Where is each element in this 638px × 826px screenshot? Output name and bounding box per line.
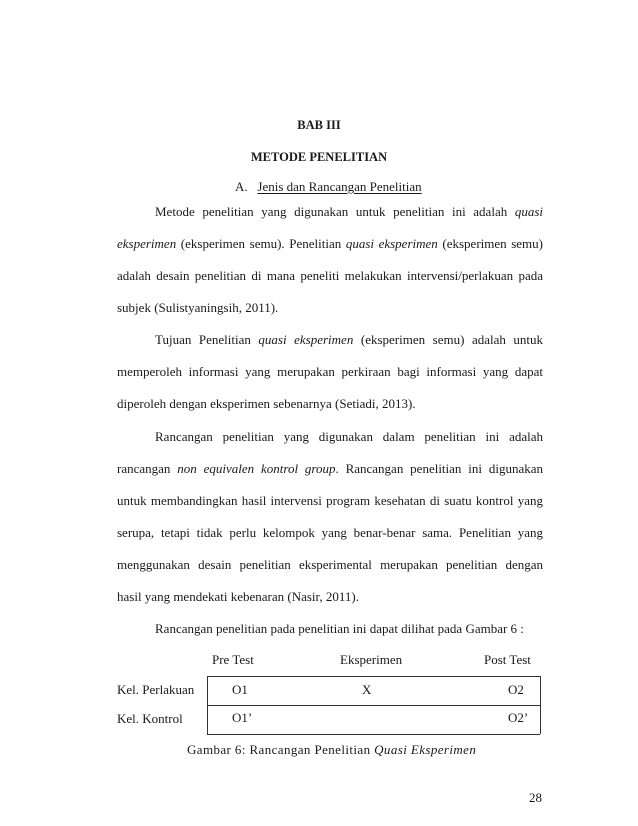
- table-middle-border: [207, 705, 540, 706]
- cell-perlakuan-exp: X: [362, 682, 372, 697]
- page-number: 28: [529, 790, 542, 805]
- paragraph-2-line-3: diperoleh dengan eksperimen sebenarnya (Setiadi, 2013).: [117, 396, 416, 411]
- italic-term: quasi eksperimen: [258, 332, 354, 347]
- paragraph-3-line-5: menggunakan desain penelitian eksperimental merupakan penelitian dengan: [117, 557, 543, 572]
- caption-text: Gambar 6: Rancangan Penelitian: [187, 742, 371, 757]
- table-bottom-border: [207, 734, 540, 735]
- paragraph-2-line-2: memperoleh informasi yang merupakan perkiraan bagi informasi yang dapat: [117, 364, 543, 379]
- cell-perlakuan-pre: O1: [232, 682, 248, 697]
- figure-caption: [187, 742, 476, 758]
- header-pre-test: Pre Test: [212, 652, 254, 667]
- paragraph-1-line-2: [117, 236, 543, 252]
- text: (eksperimen semu): [442, 236, 544, 251]
- text: Tujuan Penelitian: [155, 332, 251, 347]
- section-title: Jenis dan Rancangan Penelitian: [257, 179, 422, 194]
- chapter-title: METODE PENELITIAN: [250, 150, 388, 164]
- paragraph-4: Rancangan penelitian pada penelitian ini dapat dilihat pada Gambar 6 :: [155, 621, 524, 636]
- cell-kontrol-post: O2’: [508, 710, 529, 725]
- text: rancangan: [117, 461, 171, 476]
- caption-italic: Quasi Eksperimen: [374, 742, 477, 757]
- text: (eksperimen semu). Penelitian: [180, 236, 342, 251]
- italic-term: quasi eksperimen: [345, 236, 438, 251]
- paragraph-3-line-1: Rancangan penelitian yang digunakan dalam penelitian ini adalah: [155, 429, 543, 444]
- paragraph-1-line-3: adalah desain penelitian di mana peneliti melakukan intervensi/perlakuan pada: [117, 268, 543, 283]
- italic-term: non equivalen kontrol group: [177, 461, 336, 476]
- paragraph-2-line-1: [155, 332, 543, 348]
- table-right-border: [540, 676, 541, 734]
- paragraph-3-line-6: hasil yang mendekati kebenaran (Nasir, 2011).: [117, 589, 359, 604]
- section-number: A.: [235, 179, 248, 194]
- table-left-border: [207, 676, 208, 734]
- text: Metode penelitian yang digunakan untuk penelitian ini adalah: [155, 204, 508, 219]
- text: . Rancangan penelitian ini digunakan: [335, 461, 543, 476]
- paragraph-3-line-2: [117, 461, 543, 477]
- paragraph-3-line-3: untuk membandingkan hasil intervensi program kesehatan di suatu kontrol yang: [117, 493, 543, 508]
- paragraph-3-line-4: serupa, tetapi tidak perlu kelompok yang benar-benar sama. Penelitian yang: [117, 525, 543, 540]
- section-heading: [235, 179, 422, 195]
- italic-term: eksperimen: [117, 236, 177, 251]
- cell-kontrol-pre: O1’: [232, 710, 253, 725]
- text: (eksperimen semu) adalah untuk: [360, 332, 544, 347]
- header-post-test: Post Test: [484, 652, 531, 667]
- table-top-border: [207, 676, 540, 677]
- row-label-kontrol: Kel. Kontrol: [117, 711, 183, 726]
- header-eksperimen: Eksperimen: [340, 652, 403, 667]
- paragraph-1-line-4: subjek (Sulistyaningsih, 2011).: [117, 300, 279, 315]
- row-label-perlakuan: Kel. Perlakuan: [117, 682, 195, 697]
- paragraph-1-line-1: [155, 204, 543, 220]
- chapter-number: BAB III: [297, 118, 341, 132]
- cell-perlakuan-post: O2: [508, 682, 524, 697]
- italic-term: quasi: [514, 204, 544, 219]
